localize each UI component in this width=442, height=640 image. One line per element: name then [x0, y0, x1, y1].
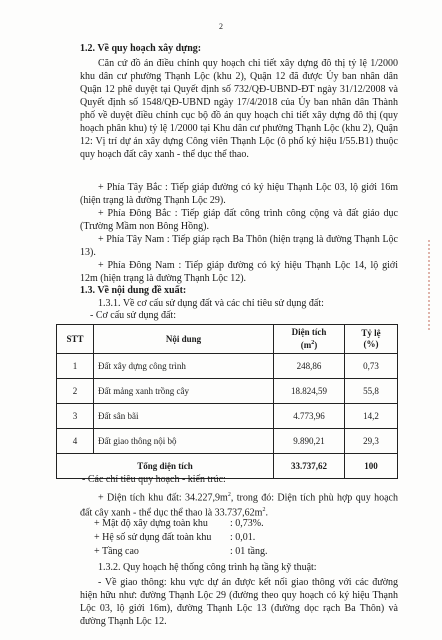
subheading-1-3-1: 1.3.1. Về cơ cấu sử dụng đất và các chỉ tiêu sử dụng đất:	[98, 298, 324, 309]
subheading-1-3-2: 1.3.2. Quy hoạch hệ thống công trình hạ tầng kỹ thuật:	[98, 562, 317, 573]
col-stt: STT	[57, 325, 94, 354]
table-row: 4 Đất giao thông nội bộ 9.890,21 29,3	[57, 429, 398, 454]
indicator-land-use-coefficient: + Hệ số sử dụng đất toàn khu : 0,01.	[94, 532, 256, 543]
boundary-southeast: + Phía Đông Nam : Tiếp giáp đường có ký hiệu Thạnh Lộc 14, lộ giới 12m (hiện trạng là đường Thạnh Lộc 12).	[80, 260, 398, 284]
col-area: Diện tích $(m^2)$	[274, 325, 345, 354]
criteria-label: - Các chỉ tiêu quy hoạch - kiến trúc:	[82, 474, 226, 485]
col-content: Nội dung	[94, 325, 274, 354]
land-use-table	[56, 324, 398, 479]
indicator-density: + Mật độ xây dựng toàn khu : 0,73%.	[94, 518, 264, 529]
col-ratio: Tỷ lệ (%)	[345, 325, 398, 354]
table-row: 3 Đất sân bãi 4.773,96 14,2	[57, 404, 398, 429]
paragraph-basis: Căn cứ đồ án điều chỉnh quy hoạch chi tiết xây dựng đô thị tỷ lệ 1/2000 khu dân cư phường Thạnh Lộc (khu 2), Quận 12 đã được Ủy ban nhân dân Quận 12 phê duyệt tại Quyết định số 732/QĐ-UBND-ĐT ngày 31/12/2008 và Quyết định số 1548/QĐ-UBND ngày 17/4/2018 của Ủy ban nhân dân Thành phố về duyệt điều chỉnh cục bộ đồ án quy hoạch chi tiết xây dựng đô thị (quy hoạch phân khu) tỷ lệ 1/2000 tại Khu dân cư phường Thạnh Lộc (khu 2), Quận 12: Vị trí dự án xây dựng Công viên Thạnh Lộc (ô phố ký hiệu I/55.B1) thuộc quy hoạch đất cây xanh - thể dục thể thao.	[80, 58, 398, 160]
table-row: 1 Đất xây dựng công trình 248,86 0,73	[57, 354, 398, 379]
table-total-row: Tổng diện tích 33.737,62 100	[57, 454, 398, 479]
boundary-northeast: + Phía Đông Bắc : Tiếp giáp đất công trình công cộng và đất giáo dục (Trường Mầm non Bông Hồng).	[80, 208, 398, 232]
page-number: 2	[219, 22, 223, 31]
section-heading-1-3: 1.3. Về nội dung đề xuất:	[80, 285, 187, 296]
margin-stamp-mark	[428, 240, 436, 330]
land-use-label: - Cơ cấu sử dụng đất:	[90, 310, 176, 321]
boundary-northwest: + Phía Tây Bắc : Tiếp giáp đường có ký hiệu Thạnh Lộc 03, lộ giới 16m (hiện trạng là đường Thạnh Lộc 29).	[80, 182, 398, 206]
indicator-floors: + Tầng cao : 01 tầng.	[94, 546, 268, 557]
table-header-row	[57, 325, 398, 354]
paragraph-traffic: - Về giao thông: khu vực dự án được kết nối giao thông với các đường hiện hữu như: đường Thạnh Lộc 29 (đường theo quy hoạch có ký hiệu Thạnh Lộc 03, lộ giới 16m), đường Thạnh Lộc 13 (đường dọc rạch Ba Thôn) và đường Thạnh Lộc 12.	[80, 577, 398, 627]
table-row: 2 Đất mảng xanh trồng cây 18.824,59 55,8	[57, 379, 398, 404]
land-area-text: + Diện tích khu đất: $34.227,9m^2$, trong đó: Diện tích phù hợp quy hoạch đất cây xanh - thể dục thể thao là $33.737,62m^2$.	[80, 492, 398, 519]
section-heading-1-2: 1.2. Về quy hoạch xây dựng:	[80, 43, 202, 54]
boundary-southwest: + Phía Tây Nam : Tiếp giáp rạch Ba Thôn (hiện trạng là đường Thạnh Lộc 13).	[80, 234, 398, 258]
